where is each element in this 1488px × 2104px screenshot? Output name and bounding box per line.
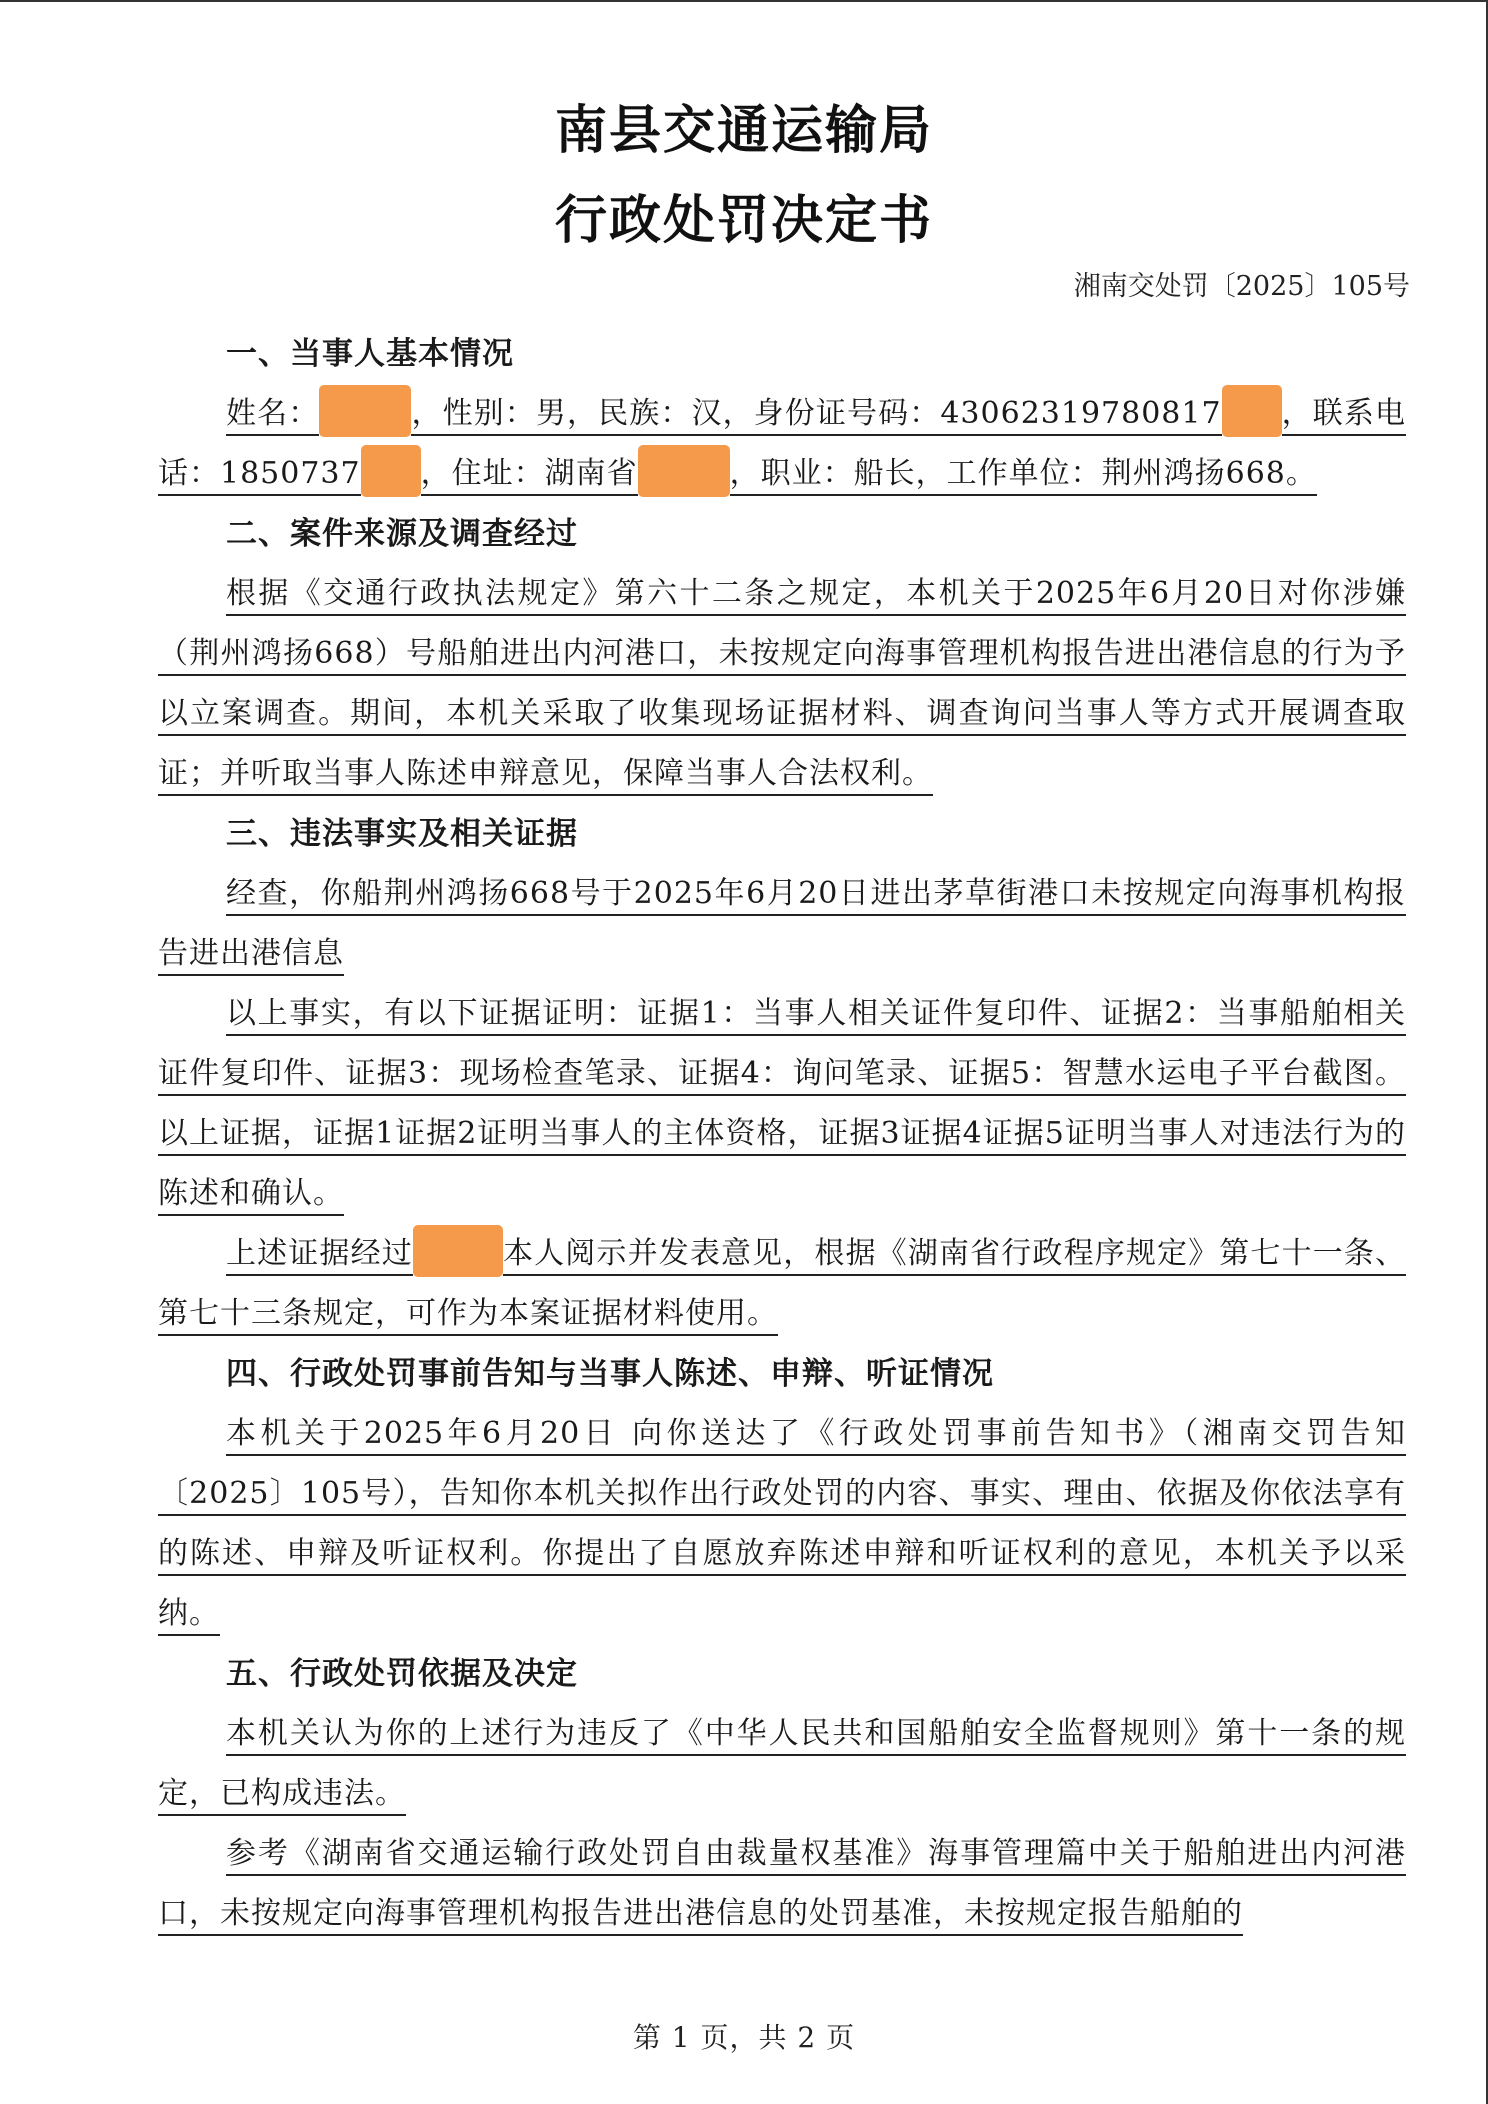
name-label: 姓名：: [226, 396, 319, 436]
section-heading-prior-notice: 四、行政处罚事前告知与当事人陈述、申辩、听证情况: [226, 1356, 994, 1392]
penalty-standard-paragraph: [158, 1824, 1406, 1944]
violation-text: 本机关认为你的上述行为违反了《中华人民共和国船舶安全监督规则》第十一条的规定，已构成违法。: [158, 1716, 1406, 1816]
document-body: [158, 324, 1406, 1944]
evidence-review-paragraph: [158, 1224, 1406, 1344]
prior-notice-paragraph: [158, 1404, 1406, 1644]
case-source-text: 根据《交通行政执法规定》第六十二条之规定，本机关于2025年6月20日对你涉嫌（荆州鸿扬668）号船舶进出内河港口，未按规定向海事管理机构报告进出港信息的行为予以立案调查。期间，本机关采取了收集现场证据材料、调查询问当事人等方式开展调查取证；并听取当事人陈述申辩意见，保障当事人合法权利。: [158, 576, 1406, 796]
page-number: 第 1 页，共 2 页: [632, 2021, 856, 2054]
document-number: 湘南交处罚〔2025〕105号: [1073, 271, 1410, 302]
section-heading-basis-decision: 五、行政处罚依据及决定: [226, 1656, 578, 1692]
section-heading-facts-evidence: 三、违法事实及相关证据: [226, 816, 578, 852]
redaction-block-reviewer: [413, 1225, 503, 1277]
prior-notice-text: 本机关于2025年6月20日 向你送达了《行政处罚事前告知书》（湘南交罚告知〔2025〕105号），告知你本机关拟作出行政处罚的内容、事实、理由、依据及你依法享有的陈述、申辩及听证权利。你提出了自愿放弃陈述申辩和听证权利的意见，本机关予以采纳。: [158, 1416, 1406, 1636]
contact-segment: ，联系电话：1850737: [158, 396, 1406, 496]
redaction-block-name: [319, 385, 411, 437]
address-segment: ，住址：湖南省: [421, 456, 638, 496]
case-source-paragraph: [158, 564, 1406, 804]
evidence-review-text-a: 上述证据经过: [226, 1236, 413, 1276]
redaction-block-id: [1222, 385, 1282, 437]
facts-paragraph: [158, 864, 1406, 984]
evidence-review-text-b: 本人阅示并发表意见，根据《湖南省行政程序规定》第七十一条、第七十三条规定，可作为本案证据材料使用。: [158, 1236, 1406, 1336]
redaction-block-address: [638, 445, 730, 497]
facts-text: 经查，你船荆州鸿扬668号于2025年6月20日进出茅草街港口未按规定向海事机构报告进出港信息: [158, 876, 1406, 976]
section-heading-case-source: 二、案件来源及调查经过: [226, 516, 578, 552]
document-title: 行政处罚决定书: [554, 191, 933, 251]
penalty-standard-text: 参考《湖南省交通运输行政处罚自由裁量权基准》海事管理篇中关于船舶进出内河港口，未按规定向海事管理机构报告进出港信息的处罚基准，未按规定报告船舶的: [158, 1836, 1406, 1936]
section-heading-party-info: 一、当事人基本情况: [226, 336, 514, 372]
redaction-block-phone: [361, 445, 421, 497]
evidence-paragraph: [158, 984, 1406, 1224]
party-info-segment: ，性别：男，民族：汉，身份证号码：43062319780817: [411, 396, 1221, 436]
violation-paragraph: [158, 1704, 1406, 1824]
evidence-text: 以上事实，有以下证据证明：证据1：当事人相关证件复印件、证据2：当事船舶相关证件复印件、证据3：现场检查笔录、证据4：询问笔录、证据5：智慧水运电子平台截图。以上证据，证据1证据2证明当事人的主体资格，证据3证据4证据5证明当事人对违法行为的陈述和确认。: [158, 996, 1406, 1216]
issuing-authority-title: 南县交通运输局: [554, 101, 933, 161]
party-info-paragraph: [158, 384, 1406, 504]
occupation-segment: ，职业：船长，工作单位：荆州鸿扬668。: [730, 456, 1317, 496]
